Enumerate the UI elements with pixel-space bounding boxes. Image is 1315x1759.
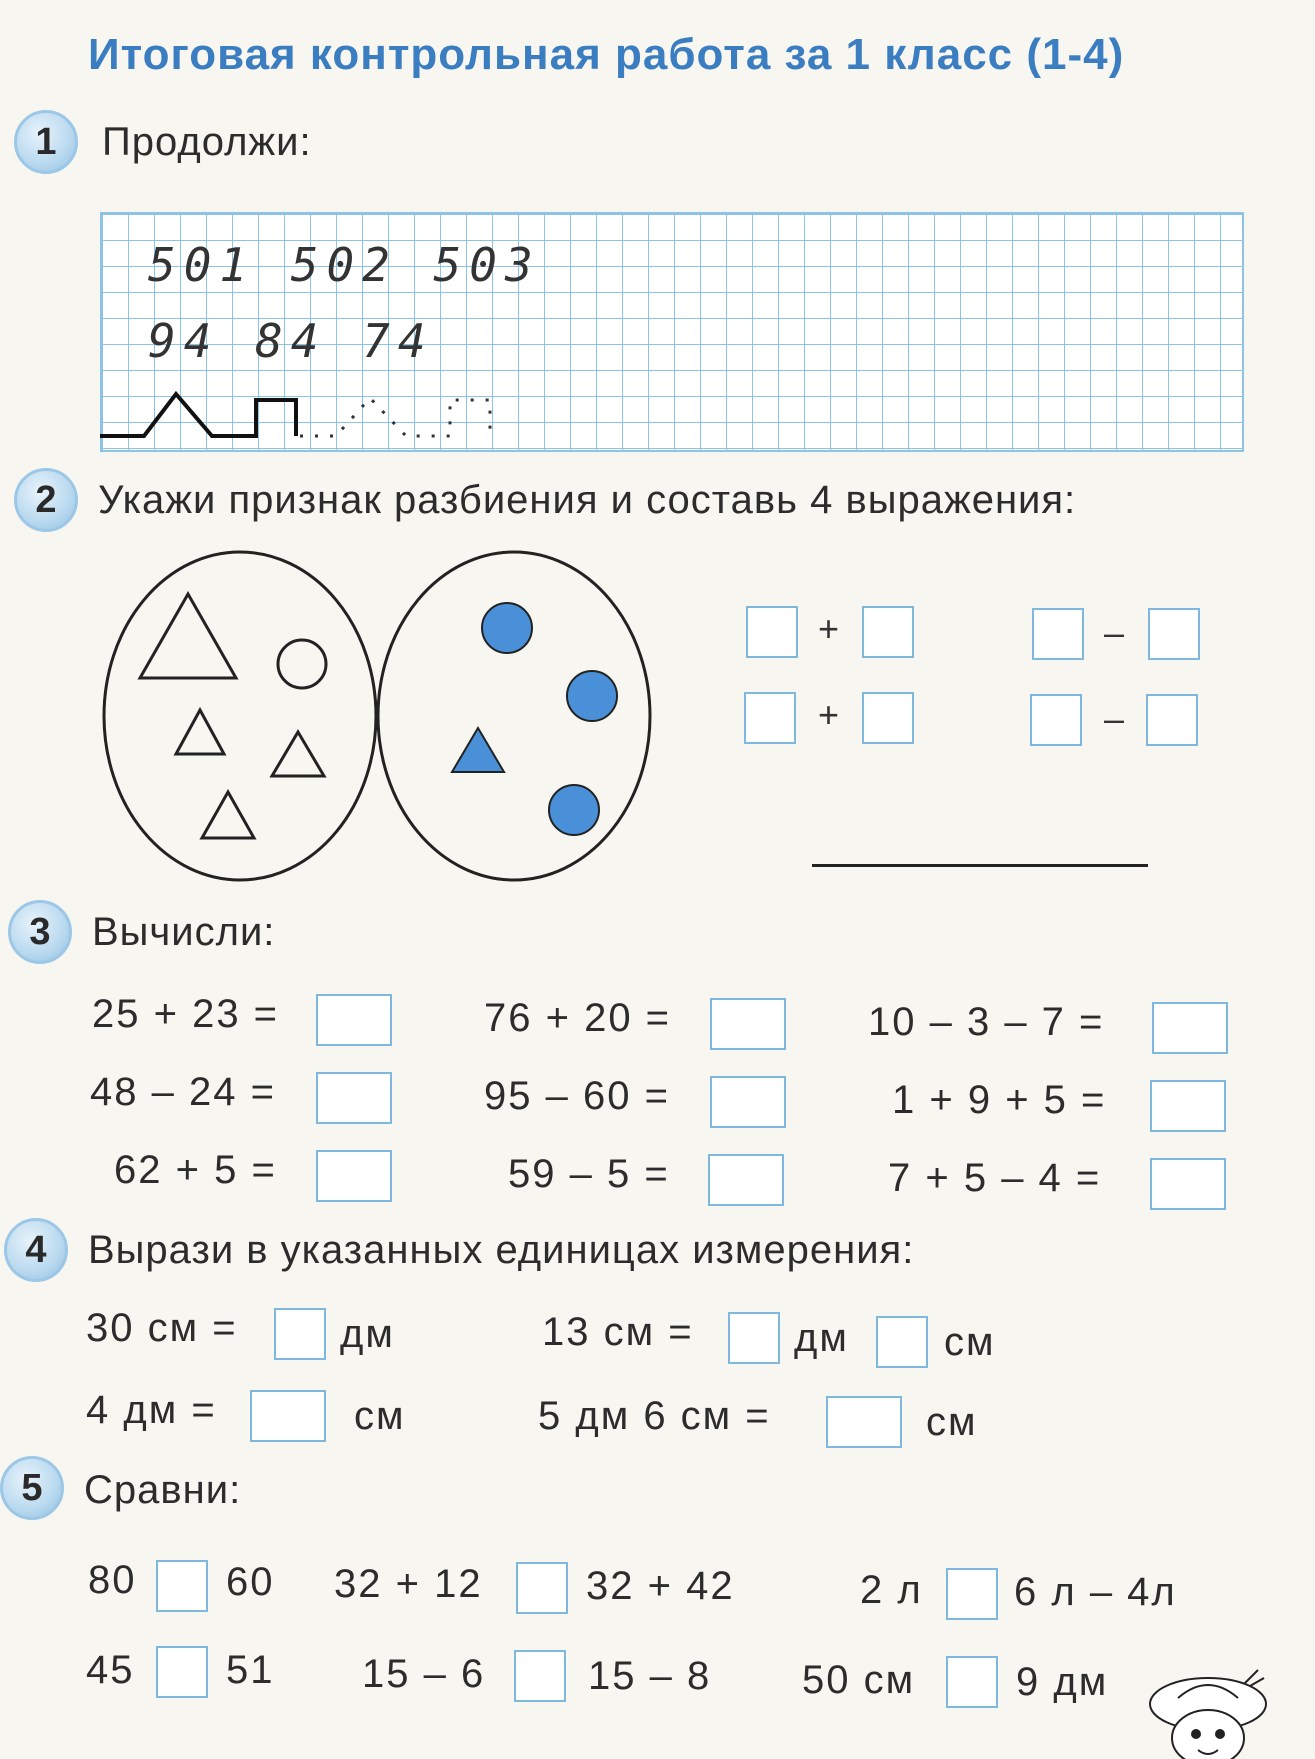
- task-5-heading: Сравни:: [84, 1468, 242, 1512]
- task-4-badge: 4: [4, 1218, 68, 1282]
- triangle-icon: [202, 792, 254, 838]
- expression: 7 + 5 – 4 =: [888, 1156, 1102, 1200]
- answer-line[interactable]: [812, 864, 1148, 867]
- compare-right: 9 дм: [1016, 1660, 1109, 1704]
- triangle-icon: [272, 732, 324, 776]
- compare-left: 2 л: [860, 1568, 923, 1612]
- triangle-icon: [140, 594, 236, 678]
- triangle-icon: [176, 710, 224, 754]
- answer-box[interactable]: [876, 1316, 928, 1368]
- unit-label: дм: [794, 1316, 849, 1360]
- task-2-badge: 2: [14, 468, 78, 532]
- answer-box[interactable]: [1152, 1002, 1228, 1054]
- expression: 30 см =: [86, 1306, 238, 1350]
- unit-label: см: [354, 1394, 406, 1438]
- answer-box[interactable]: [316, 1072, 392, 1124]
- answer-box[interactable]: [728, 1312, 780, 1364]
- plus-sign: +: [818, 694, 840, 735]
- expression: 62 + 5 =: [114, 1148, 277, 1192]
- answer-box[interactable]: [316, 1150, 392, 1202]
- answer-box[interactable]: [1030, 694, 1082, 746]
- compare-left: 45: [86, 1648, 135, 1692]
- compare-left: 32 + 12: [334, 1562, 483, 1606]
- answer-box[interactable]: [316, 994, 392, 1046]
- expression: 25 + 23 =: [92, 992, 280, 1036]
- compare-left: 80: [88, 1558, 137, 1602]
- answer-box[interactable]: [274, 1308, 326, 1360]
- expression: 95 – 60 =: [484, 1074, 670, 1118]
- compare-right: 32 + 42: [586, 1564, 735, 1608]
- boy-face-icon: [1140, 1664, 1270, 1759]
- blue-triangle-icon: [452, 728, 504, 772]
- compare-right: 15 – 8: [588, 1654, 712, 1698]
- expression: 13 см =: [542, 1310, 694, 1354]
- answer-box[interactable]: [1150, 1080, 1226, 1132]
- expression: 76 + 20 =: [484, 996, 672, 1040]
- answer-box[interactable]: [826, 1396, 902, 1448]
- answer-box[interactable]: [862, 606, 914, 658]
- unit-label: см: [944, 1320, 996, 1364]
- answer-box[interactable]: [1032, 608, 1084, 660]
- task-1-heading: Продолжи:: [102, 120, 312, 164]
- blue-circle-icon: [549, 785, 599, 835]
- answer-box[interactable]: [1150, 1158, 1226, 1210]
- answer-box[interactable]: [1146, 694, 1198, 746]
- task-5-badge: 5: [0, 1456, 64, 1520]
- set-oval-left: [104, 552, 376, 880]
- minus-sign: –: [1104, 698, 1125, 739]
- answer-box[interactable]: [744, 692, 796, 744]
- blue-circle-icon: [482, 603, 532, 653]
- answer-box[interactable]: [862, 692, 914, 744]
- circle-icon: [278, 640, 326, 688]
- compare-box[interactable]: [514, 1650, 566, 1702]
- answer-box[interactable]: [746, 606, 798, 658]
- expression: 4 дм =: [86, 1388, 217, 1432]
- compare-right: 60: [226, 1560, 275, 1604]
- compare-right: 51: [226, 1648, 275, 1692]
- page-title: Итоговая контрольная работа за 1 класс (1-4): [88, 30, 1125, 79]
- blue-circle-icon: [567, 671, 617, 721]
- compare-box[interactable]: [156, 1646, 208, 1698]
- compare-right: 6 л – 4л: [1014, 1570, 1177, 1614]
- answer-box[interactable]: [708, 1154, 784, 1206]
- compare-left: 15 – 6: [362, 1652, 486, 1696]
- answer-box[interactable]: [250, 1390, 326, 1442]
- compare-left: 50 см: [802, 1658, 916, 1702]
- expression: 59 – 5 =: [508, 1152, 670, 1196]
- plus-sign: +: [818, 608, 840, 649]
- compare-box[interactable]: [946, 1568, 998, 1620]
- task-3-heading: Вычисли:: [92, 910, 276, 954]
- unit-label: дм: [340, 1312, 395, 1356]
- expression: 48 – 24 =: [90, 1070, 276, 1114]
- task-4-heading: Вырази в указанных единицах измерения:: [88, 1228, 915, 1272]
- answer-box[interactable]: [710, 998, 786, 1050]
- unit-label: см: [926, 1400, 978, 1444]
- answer-box[interactable]: [710, 1076, 786, 1128]
- answer-box[interactable]: [1148, 608, 1200, 660]
- pattern-drawing: [100, 380, 520, 450]
- number-sequence-1: 501 502 503: [148, 238, 541, 292]
- compare-box[interactable]: [946, 1656, 998, 1708]
- expression: 1 + 9 + 5 =: [892, 1078, 1107, 1122]
- task-1-badge: 1: [14, 110, 78, 174]
- compare-box[interactable]: [156, 1560, 208, 1612]
- compare-box[interactable]: [516, 1562, 568, 1614]
- number-sequence-2: 94 84 74: [148, 314, 434, 368]
- task-2-heading: Укажи признак разбиения и составь 4 выражения:: [98, 478, 1077, 522]
- task-3-badge: 3: [8, 900, 72, 964]
- set-oval-right: [378, 552, 650, 880]
- sets-illustration: [96, 548, 676, 888]
- expression: 5 дм 6 см =: [538, 1394, 771, 1438]
- expression: 10 – 3 – 7 =: [868, 1000, 1105, 1044]
- minus-sign: –: [1104, 612, 1125, 653]
